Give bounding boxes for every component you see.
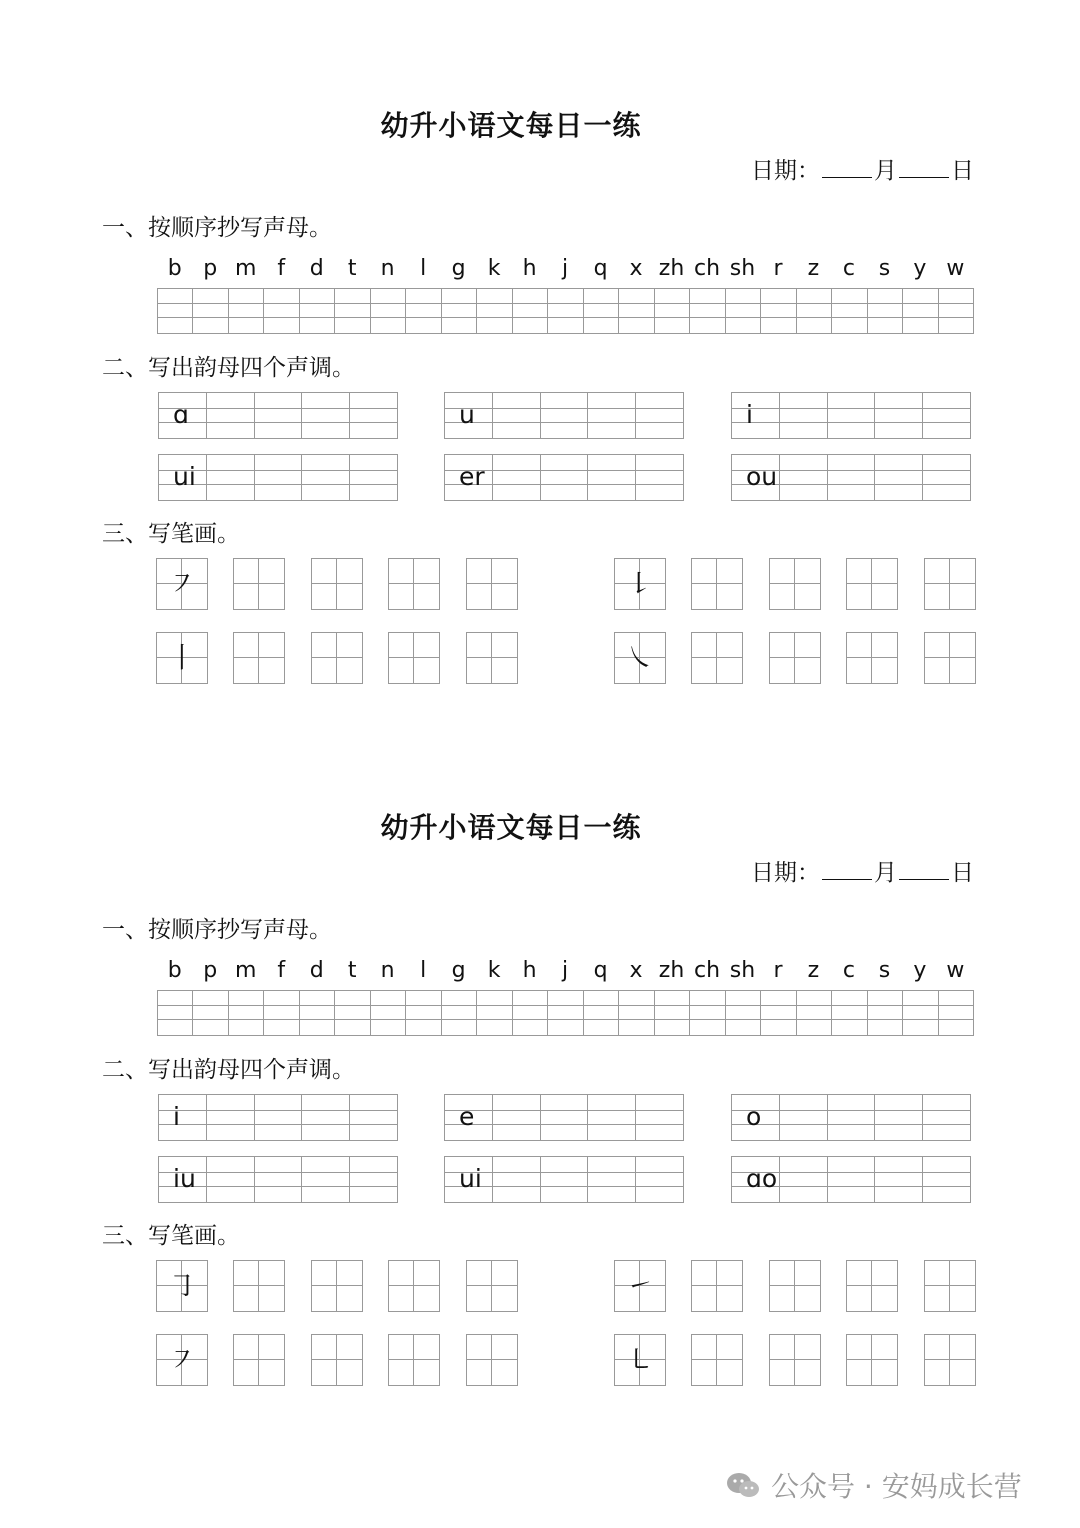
initial-letter: k	[487, 958, 501, 983]
final-label: ui	[459, 1164, 482, 1193]
initial-letter: q	[593, 256, 608, 281]
tian-grid-box[interactable]	[691, 1334, 743, 1386]
tian-grid-box[interactable]	[769, 558, 821, 610]
initial-letter: x	[629, 256, 643, 281]
writing-cell[interactable]	[619, 991, 654, 1035]
writing-cell[interactable]	[690, 991, 725, 1035]
writing-cell[interactable]	[875, 393, 923, 438]
initial-letter: zh	[658, 256, 685, 281]
tian-grid-box[interactable]	[691, 558, 743, 610]
initial-letter: p	[203, 958, 218, 983]
writing-cell[interactable]	[828, 1157, 876, 1202]
final-tone-box[interactable]	[158, 1094, 398, 1141]
final-tone-box[interactable]	[444, 1156, 684, 1203]
writing-cell[interactable]	[732, 1157, 780, 1202]
initial-letter: l	[420, 958, 427, 983]
writing-cell[interactable]	[797, 991, 832, 1035]
writing-cell[interactable]	[636, 1095, 683, 1140]
section-3-heading: 三、写笔画。	[102, 1223, 240, 1249]
writing-cell[interactable]	[584, 289, 619, 333]
stroke-sample: ㇇	[167, 567, 196, 600]
writing-cell[interactable]	[229, 991, 264, 1035]
final-tone-box[interactable]	[731, 1094, 971, 1141]
writing-cell[interactable]	[780, 1095, 828, 1140]
initial-letter: k	[487, 256, 501, 281]
writing-cell[interactable]	[477, 991, 512, 1035]
writing-cell[interactable]	[832, 289, 867, 333]
writing-cell[interactable]	[300, 289, 335, 333]
writing-cell[interactable]	[207, 1157, 255, 1202]
writing-cell[interactable]	[588, 1157, 636, 1202]
writing-cell[interactable]	[302, 1157, 350, 1202]
writing-cell[interactable]	[541, 1095, 589, 1140]
initial-letter: f	[277, 256, 286, 281]
final-label: iu	[173, 1164, 196, 1193]
final-label: ui	[173, 462, 196, 491]
tian-grid-box[interactable]	[388, 1334, 440, 1386]
initials-row	[157, 256, 973, 281]
initial-letter: c	[842, 256, 855, 281]
writing-cell[interactable]	[761, 289, 796, 333]
writing-cell[interactable]	[541, 1157, 589, 1202]
writing-cell[interactable]	[335, 991, 370, 1035]
final-tone-box[interactable]	[444, 454, 684, 501]
section-2-heading: 二、写出韵母四个声调。	[102, 355, 355, 381]
writing-cell[interactable]	[584, 991, 619, 1035]
final-label: u	[459, 400, 475, 429]
writing-cell[interactable]	[302, 455, 350, 500]
initial-letter: h	[522, 958, 537, 983]
writing-cell[interactable]	[636, 393, 683, 438]
writing-cell[interactable]	[159, 393, 207, 438]
writing-cell[interactable]	[636, 1157, 683, 1202]
initial-letter: x	[629, 958, 643, 983]
tian-grid-box[interactable]	[156, 1334, 208, 1386]
stroke-sample: ㇙	[625, 567, 654, 600]
writing-cell[interactable]	[868, 991, 903, 1035]
watermark-text: 公众号 · 安妈成长营	[771, 1470, 1022, 1503]
writing-cell[interactable]	[445, 455, 493, 500]
writing-cell[interactable]	[406, 991, 441, 1035]
writing-cell[interactable]	[588, 455, 636, 500]
tian-grid-box[interactable]	[924, 1260, 976, 1312]
writing-cell[interactable]	[513, 289, 548, 333]
final-label: ou	[746, 462, 778, 491]
initials-writing-grid[interactable]	[157, 990, 974, 1036]
stroke-sample: ㇀	[625, 1269, 654, 1302]
writing-cell[interactable]	[350, 1157, 397, 1202]
writing-cell[interactable]	[832, 991, 867, 1035]
writing-cell[interactable]	[875, 1095, 923, 1140]
writing-cell[interactable]	[371, 289, 406, 333]
writing-cell[interactable]	[541, 455, 589, 500]
stroke-sample: ㇇	[167, 1343, 196, 1376]
writing-cell[interactable]	[732, 1095, 780, 1140]
tian-grid-box[interactable]	[924, 558, 976, 610]
date-label: 日期：	[751, 158, 820, 184]
worksheet-2	[0, 702, 1080, 1402]
writing-cell[interactable]	[923, 1095, 970, 1140]
writing-cell[interactable]	[780, 393, 828, 438]
worksheet-title: 幼升小语文每日一练	[380, 109, 642, 142]
wechat-icon	[725, 1471, 761, 1499]
writing-cell[interactable]	[761, 991, 796, 1035]
tian-grid-box[interactable]	[614, 558, 666, 610]
tian-grid-box[interactable]	[769, 632, 821, 684]
tian-grid-box[interactable]	[466, 558, 518, 610]
worksheet-1	[0, 0, 1080, 700]
final-tone-box[interactable]	[731, 454, 971, 501]
writing-cell[interactable]	[442, 289, 477, 333]
initial-letter: b	[167, 256, 182, 281]
tian-grid-box[interactable]	[466, 1260, 518, 1312]
initial-letter: sh	[729, 958, 756, 983]
day-label: 日	[951, 158, 974, 184]
writing-cell[interactable]	[726, 991, 761, 1035]
initial-letter: s	[878, 958, 891, 983]
writing-cell[interactable]	[690, 289, 725, 333]
tian-grid-box[interactable]	[233, 1260, 285, 1312]
tian-grid-box[interactable]	[846, 632, 898, 684]
final-tone-box[interactable]	[444, 392, 684, 439]
writing-cell[interactable]	[541, 393, 589, 438]
initial-letter: t	[347, 958, 357, 983]
final-label: ɑ	[173, 400, 189, 429]
initial-letter: y	[913, 256, 927, 281]
writing-cell[interactable]	[780, 1157, 828, 1202]
writing-cell[interactable]	[903, 991, 938, 1035]
writing-cell[interactable]	[780, 455, 828, 500]
stroke-sample: ㇆	[167, 1269, 196, 1302]
initial-letter: sh	[729, 256, 756, 281]
writing-cell[interactable]	[548, 289, 583, 333]
initial-letter: y	[913, 958, 927, 983]
section-1-heading: 一、按顺序抄写声母。	[102, 215, 332, 241]
writing-cell[interactable]	[445, 1095, 493, 1140]
writing-cell[interactable]	[255, 1095, 303, 1140]
initials-row	[157, 958, 973, 983]
writing-cell[interactable]	[513, 991, 548, 1035]
initial-letter: h	[522, 256, 537, 281]
initial-letter: w	[946, 256, 965, 281]
tian-grid-box[interactable]	[311, 558, 363, 610]
tian-grid-box[interactable]	[311, 1334, 363, 1386]
tian-grid-box[interactable]	[311, 632, 363, 684]
tian-grid-box[interactable]	[614, 1334, 666, 1386]
tian-grid-box[interactable]	[691, 1260, 743, 1312]
writing-cell[interactable]	[371, 991, 406, 1035]
writing-cell[interactable]	[875, 455, 923, 500]
writing-cell[interactable]	[939, 991, 973, 1035]
final-tone-box[interactable]	[158, 1156, 398, 1203]
final-label: i	[746, 400, 753, 429]
day-blank[interactable]	[899, 161, 949, 178]
writing-cell[interactable]	[828, 1095, 876, 1140]
initial-letter: j	[562, 958, 569, 983]
tian-grid-box[interactable]	[769, 1334, 821, 1386]
section-1-heading: 一、按顺序抄写声母。	[102, 917, 332, 943]
final-label: ɑo	[746, 1164, 778, 1193]
month-blank[interactable]	[822, 863, 872, 880]
tian-grid-box[interactable]	[233, 632, 285, 684]
tian-grid-box[interactable]	[156, 558, 208, 610]
initial-letter: r	[773, 958, 783, 983]
initial-letter: m	[234, 256, 257, 281]
date-label: 日期：	[751, 860, 820, 886]
writing-cell[interactable]	[939, 289, 973, 333]
initial-letter: z	[807, 256, 820, 281]
writing-cell[interactable]	[923, 1157, 970, 1202]
tian-grid-box[interactable]	[388, 1260, 440, 1312]
writing-cell[interactable]	[875, 1157, 923, 1202]
tian-grid-box[interactable]	[156, 632, 208, 684]
tian-grid-box[interactable]	[846, 558, 898, 610]
writing-cell[interactable]	[193, 289, 228, 333]
stroke-sample: 丨	[167, 641, 196, 674]
final-tone-box[interactable]	[158, 454, 398, 501]
writing-cell[interactable]	[158, 289, 193, 333]
tian-grid-box[interactable]	[233, 1334, 285, 1386]
writing-cell[interactable]	[477, 289, 512, 333]
writing-cell[interactable]	[588, 1095, 636, 1140]
tian-grid-box[interactable]	[466, 1334, 518, 1386]
tian-grid-box[interactable]	[156, 1260, 208, 1312]
writing-cell[interactable]	[264, 289, 299, 333]
final-label: e	[459, 1102, 475, 1131]
initials-writing-grid[interactable]	[157, 288, 974, 334]
final-label: er	[459, 462, 485, 491]
writing-cell[interactable]	[255, 455, 303, 500]
tian-grid-box[interactable]	[691, 632, 743, 684]
writing-cell[interactable]	[726, 289, 761, 333]
tian-grid-box[interactable]	[769, 1260, 821, 1312]
writing-cell[interactable]	[828, 393, 876, 438]
initial-letter: j	[562, 256, 569, 281]
writing-cell[interactable]	[207, 1095, 255, 1140]
writing-cell[interactable]	[445, 393, 493, 438]
writing-cell[interactable]	[588, 393, 636, 438]
initial-letter: f	[277, 958, 286, 983]
section-3-heading: 三、写笔画。	[102, 521, 240, 547]
worksheet-title: 幼升小语文每日一练	[380, 811, 642, 844]
writing-cell[interactable]	[158, 991, 193, 1035]
writing-cell[interactable]	[442, 991, 477, 1035]
tian-grid-box[interactable]	[924, 632, 976, 684]
final-label: o	[746, 1102, 762, 1131]
writing-cell[interactable]	[159, 1157, 207, 1202]
writing-cell[interactable]	[548, 991, 583, 1035]
section-2-heading: 二、写出韵母四个声调。	[102, 1057, 355, 1083]
tian-grid-box[interactable]	[846, 1260, 898, 1312]
final-label: i	[173, 1102, 180, 1131]
initial-letter: d	[309, 958, 324, 983]
initial-letter: r	[773, 256, 783, 281]
writing-cell[interactable]	[229, 289, 264, 333]
writing-cell[interactable]	[207, 393, 255, 438]
writing-cell[interactable]	[655, 289, 690, 333]
tian-grid-box[interactable]	[233, 558, 285, 610]
writing-cell[interactable]	[302, 1095, 350, 1140]
writing-cell[interactable]	[255, 1157, 303, 1202]
writing-cell[interactable]	[445, 1157, 493, 1202]
initial-letter: w	[946, 958, 965, 983]
final-tone-box[interactable]	[731, 1156, 971, 1203]
initial-letter: n	[380, 958, 395, 983]
final-tone-box[interactable]	[444, 1094, 684, 1141]
initial-letter: n	[380, 256, 395, 281]
stroke-sample: ㇏	[625, 641, 654, 674]
writing-cell[interactable]	[493, 393, 541, 438]
writing-cell[interactable]	[350, 393, 397, 438]
writing-cell[interactable]	[732, 393, 780, 438]
day-label: 日	[951, 860, 974, 886]
writing-cell[interactable]	[655, 991, 690, 1035]
tian-grid-box[interactable]	[924, 1334, 976, 1386]
writing-cell[interactable]	[732, 455, 780, 500]
writing-cell[interactable]	[797, 289, 832, 333]
tian-grid-box[interactable]	[466, 632, 518, 684]
writing-cell[interactable]	[636, 455, 683, 500]
stroke-sample: ㇄	[625, 1343, 654, 1376]
initial-letter: s	[878, 256, 891, 281]
writing-cell[interactable]	[335, 289, 370, 333]
writing-cell[interactable]	[828, 455, 876, 500]
writing-cell[interactable]	[264, 991, 299, 1035]
initial-letter: t	[347, 256, 357, 281]
writing-cell[interactable]	[493, 455, 541, 500]
initial-letter: m	[234, 958, 257, 983]
initial-letter: g	[451, 256, 466, 281]
month-label: 月	[874, 860, 897, 886]
tian-grid-box[interactable]	[846, 1334, 898, 1386]
writing-cell[interactable]	[350, 1095, 397, 1140]
final-tone-box[interactable]	[158, 392, 398, 439]
tian-grid-box[interactable]	[388, 632, 440, 684]
month-blank[interactable]	[822, 161, 872, 178]
writing-cell[interactable]	[923, 393, 970, 438]
writing-cell[interactable]	[350, 455, 397, 500]
writing-cell[interactable]	[619, 289, 654, 333]
initial-letter: c	[842, 958, 855, 983]
writing-cell[interactable]	[207, 455, 255, 500]
initial-letter: l	[420, 256, 427, 281]
initial-letter: z	[807, 958, 820, 983]
initial-letter: g	[451, 958, 466, 983]
writing-cell[interactable]	[302, 393, 350, 438]
initial-letter: ch	[693, 256, 721, 281]
initial-letter: q	[593, 958, 608, 983]
tian-grid-box[interactable]	[311, 1260, 363, 1312]
initial-letter: zh	[658, 958, 685, 983]
writing-cell[interactable]	[300, 991, 335, 1035]
writing-cell[interactable]	[493, 1157, 541, 1202]
date-line	[751, 854, 974, 887]
writing-cell[interactable]	[493, 1095, 541, 1140]
initial-letter: b	[167, 958, 182, 983]
initial-letter: ch	[693, 958, 721, 983]
month-label: 月	[874, 158, 897, 184]
final-tone-box[interactable]	[731, 392, 971, 439]
writing-cell[interactable]	[159, 1095, 207, 1140]
initial-letter: d	[309, 256, 324, 281]
tian-grid-box[interactable]	[614, 1260, 666, 1312]
writing-cell[interactable]	[868, 289, 903, 333]
writing-cell[interactable]	[255, 393, 303, 438]
writing-cell[interactable]	[406, 289, 441, 333]
writing-cell[interactable]	[193, 991, 228, 1035]
initial-letter: p	[203, 256, 218, 281]
tian-grid-box[interactable]	[614, 632, 666, 684]
tian-grid-box[interactable]	[388, 558, 440, 610]
writing-cell[interactable]	[903, 289, 938, 333]
writing-cell[interactable]	[923, 455, 970, 500]
date-line	[751, 152, 974, 185]
writing-cell[interactable]	[159, 455, 207, 500]
watermark	[725, 1465, 1022, 1505]
day-blank[interactable]	[899, 863, 949, 880]
